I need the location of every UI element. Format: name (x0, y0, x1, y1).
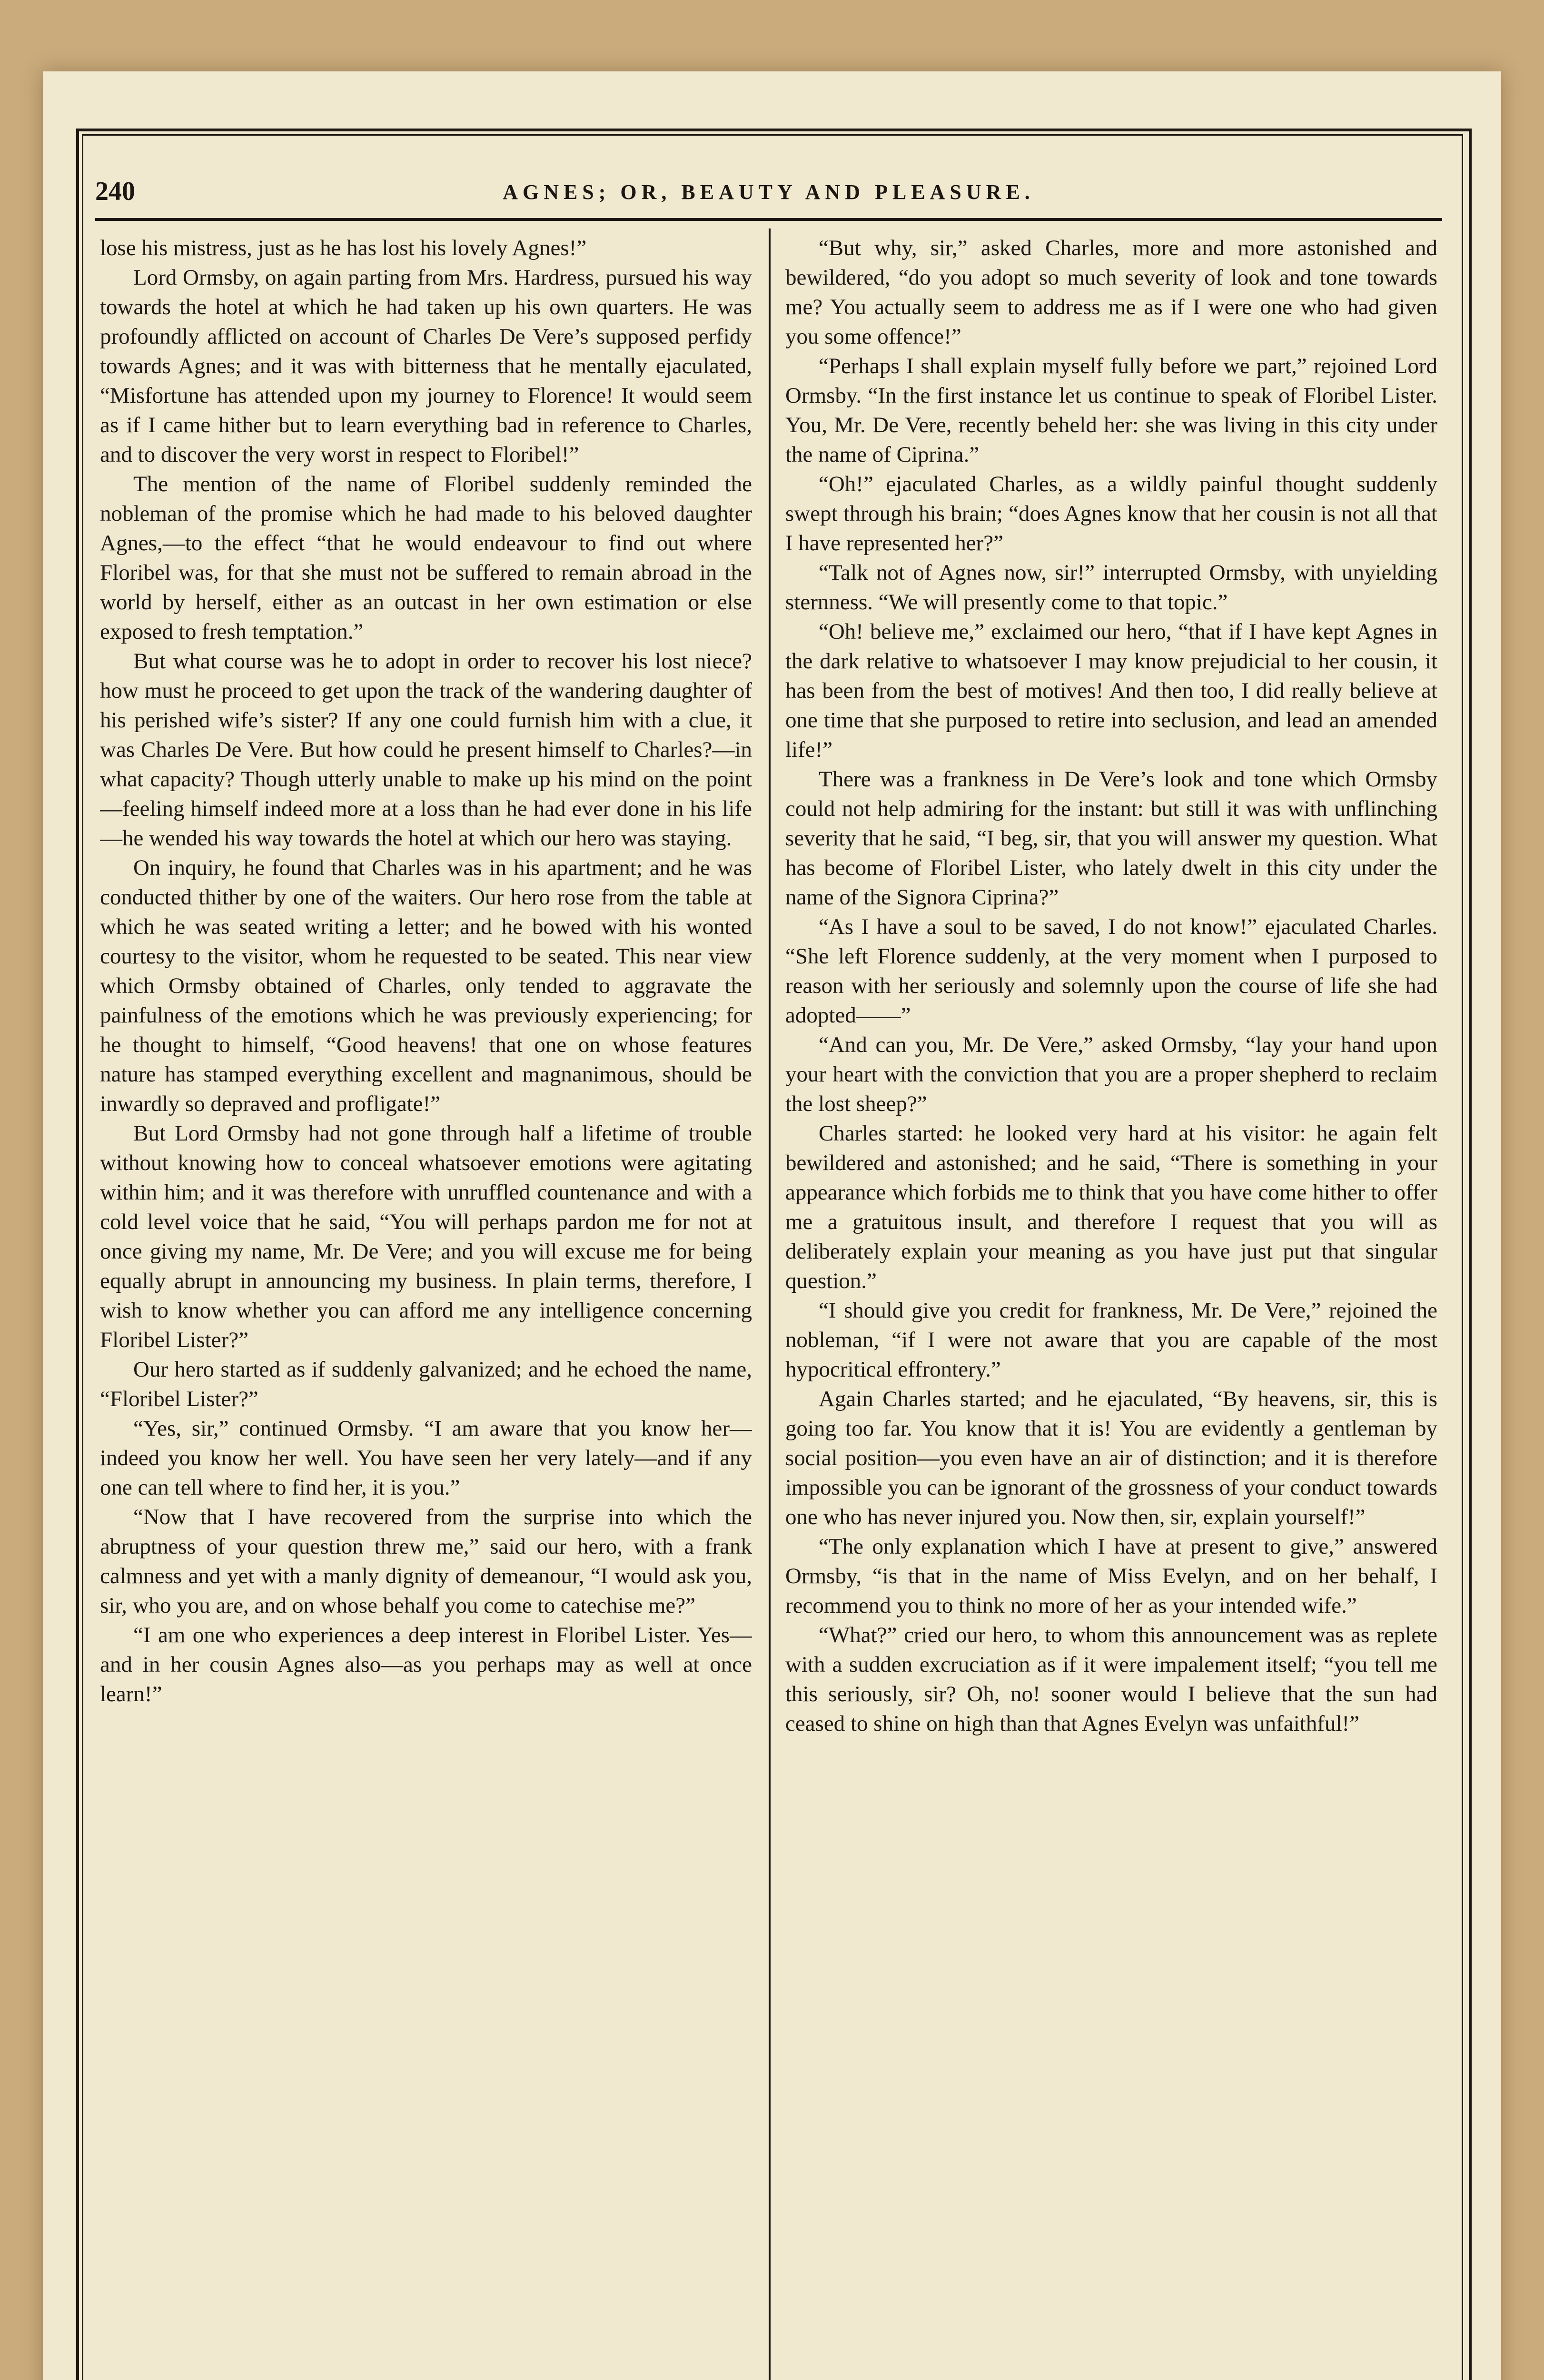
running-head: AGNES; OR, BEAUTY AND PLEASURE. (503, 180, 1035, 204)
paragraph: But what course was he to adopt in order to recover his lost niece? how must he proceed to get upon the track of the wandering daughter of his perished wife’s sister? If any one could furnish him with a clue, it was Charles De Vere. But how could he present himself to Charles?—in what capacity? Though utterly unable to make up his mind on the point—feeling himself indeed more at a loss than he had ever done in his life—he wended his way towards the hotel at which our hero was staying. (100, 649, 752, 851)
paragraph: “Oh! believe me,” exclaimed our hero, “that if I have kept Agnes in the dark relative to whatsoever I may know prejudicial to her cousin, it has been from the best of motives! And then too, I did really believe at one time that she purposed to retire into seclusion, and lead an amended life!” (785, 619, 1437, 762)
paragraph: “The only explanation which I have at present to give,” answered Ormsby, “is that in the name of Miss Evelyn, and on her behalf, I recommend you to think no more of her as your intended wife.” (785, 1534, 1437, 1618)
paragraph: Our hero started as if suddenly galvanized; and he echoed the name, “Floribel Lister?” (100, 1357, 752, 1411)
book-page (43, 71, 1501, 2380)
paragraph: “And can you, Mr. De Vere,” asked Ormsby, “lay your hand upon your heart with the conviction that you are a proper shepherd to reclaim the lost sheep?” (785, 1032, 1437, 1116)
paragraph: But Lord Ormsby had not gone through half a lifetime of trouble without knowing how to conceal whatsoever emotions were agitating within him; and it was therefore with unruffled countenance and with a cold level voice that he said, “You will perhaps pardon me for not at once giving my name, Mr. De Vere; and you will excuse me for being equally abrupt in announcing my business. In plain terms, therefore, I wish to know whether you can afford me any intelligence concerning Floribel Lister?” (100, 1121, 752, 1352)
paragraph: Lord Ormsby, on again parting from Mrs. Hardress, pursued his way towards the hotel at which he had taken up his own quarters. He was profoundly afflicted on account of Charles De Vere’s supposed perfidy towards Agnes; and it was with bitterness that he mentally ejaculated, “Misfortune has attended upon my journey to Florence! It would seem as if I came hither but to learn everything bad in reference to Charles, and to discover the very worst in respect to Floribel!” (100, 265, 752, 467)
paragraph: Again Charles started; and he ejaculated, “By heavens, sir, this is going too far. You know that it is! You are evidently a gentleman by social position—you even have an air of distinction; and it is therefore impossible you can be ignorant of the grossness of your conduct towards one who has never injured you. Now then, sir, explain yourself!” (785, 1387, 1437, 1529)
paragraph: “Now that I have recovered from the surprise into which the abruptness of your question threw me,” said our hero, with a frank calmness and yet with a manly dignity of demeanour, “I would ask you, sir, who you are, and on whose behalf you come to catechise me?” (100, 1505, 752, 1618)
paragraph: “Oh!” ejaculated Charles, as a wildly painful thought suddenly swept through his brain; “does Agnes know that her cousin is not all that I have represented her?” (785, 472, 1437, 555)
header-rule (95, 218, 1442, 221)
paragraph: “Yes, sir,” continued Ormsby. “I am aware that you know her—indeed you know her well. You have seen her very lately—and if any one can tell where to find her, it is you.” (100, 1416, 752, 1500)
paragraph: There was a frankness in De Vere’s look and tone which Ormsby could not help admiring for the instant: but still it was with unflinching severity that he said, “I beg, sir, that you will answer my question. What has become of Floribel Lister, who lately dwelt in this city under the name of the Signora Ciprina?” (785, 767, 1437, 910)
column-divider (769, 228, 771, 2380)
paragraph: “Talk not of Agnes now, sir!” interrupted Ormsby, with unyielding sternness. “We will presently come to that topic.” (785, 560, 1437, 615)
page-header (95, 176, 1442, 214)
paragraph: The mention of the name of Floribel suddenly reminded the nobleman of the promise which he had made to his beloved daughter Agnes,—to the effect “that he would endeavour to find out where Floribel was, for that she must not be suffered to remain abroad in the world by herself, either as an outcast in her own estimation or else exposed to fresh temptation.” (100, 472, 752, 644)
paragraph: “I should give you credit for frankness, Mr. De Vere,” rejoined the nobleman, “if I were not aware that you are capable of the most hypocritical effrontery.” (785, 1298, 1437, 1382)
paragraph: “What?” cried our hero, to whom this announcement was as replete with a sudden excruciation as if it were impalement itself; “you tell me this seriously, sir? Oh, no! sooner would I believe that the sun had ceased to shine on high than that Agnes Evelyn was unfaithful!” (785, 1623, 1437, 1736)
text-column-left (100, 233, 752, 2380)
paragraph: “As I have a soul to be saved, I do not know!” ejaculated Charles. “She left Florence suddenly, at the very moment when I purposed to reason with her seriously and solemnly upon the course of life she had adopted——” (785, 914, 1437, 1028)
text-column-right (785, 233, 1437, 2380)
paragraph: Charles started: he looked very hard at his visitor: he again felt bewildered and astonished; and he said, “There is something in your appearance which forbids me to think that you have come hither to offer me a gratuitous insult, and therefore I request that you will as deliberately explain your meaning as you have just put that singular question.” (785, 1121, 1437, 1293)
paragraph: “But why, sir,” asked Charles, more and more astonished and bewildered, “do you adopt so much severity of look and tone towards me? You actually seem to address me as if I were one who had given you some offence!” (785, 236, 1437, 349)
paragraph: “Perhaps I shall explain myself fully before we part,” rejoined Lord Ormsby. “In the first instance let us continue to speak of Floribel Lister. You, Mr. De Vere, recently beheld her: she was living in this city under the name of Ciprina.” (785, 354, 1437, 467)
paragraph: lose his mistress, just as he has lost his lovely Agnes!” (100, 236, 587, 260)
paragraph: On inquiry, he found that Charles was in his apartment; and he was conducted thither by one of the waiters. Our hero rose from the table at which he was seated writing a letter; and he bowed with his wonted courtesy to the visitor, whom he requested to be seated. This near view which Ormsby obtained of Charles, only tended to aggravate the painfulness of the emotions which he was previously experiencing; for he thought to himself, “Good heavens! that one on whose features nature has stamped everything excellent and magnanimous, should be inwardly so depraved and profligate!” (100, 855, 752, 1116)
paragraph: “I am one who experiences a deep interest in Floribel Lister. Yes—and in her cousin Agnes also—as you perhaps may as well at once learn!” (100, 1623, 752, 1706)
page-number: 240 (95, 177, 135, 206)
